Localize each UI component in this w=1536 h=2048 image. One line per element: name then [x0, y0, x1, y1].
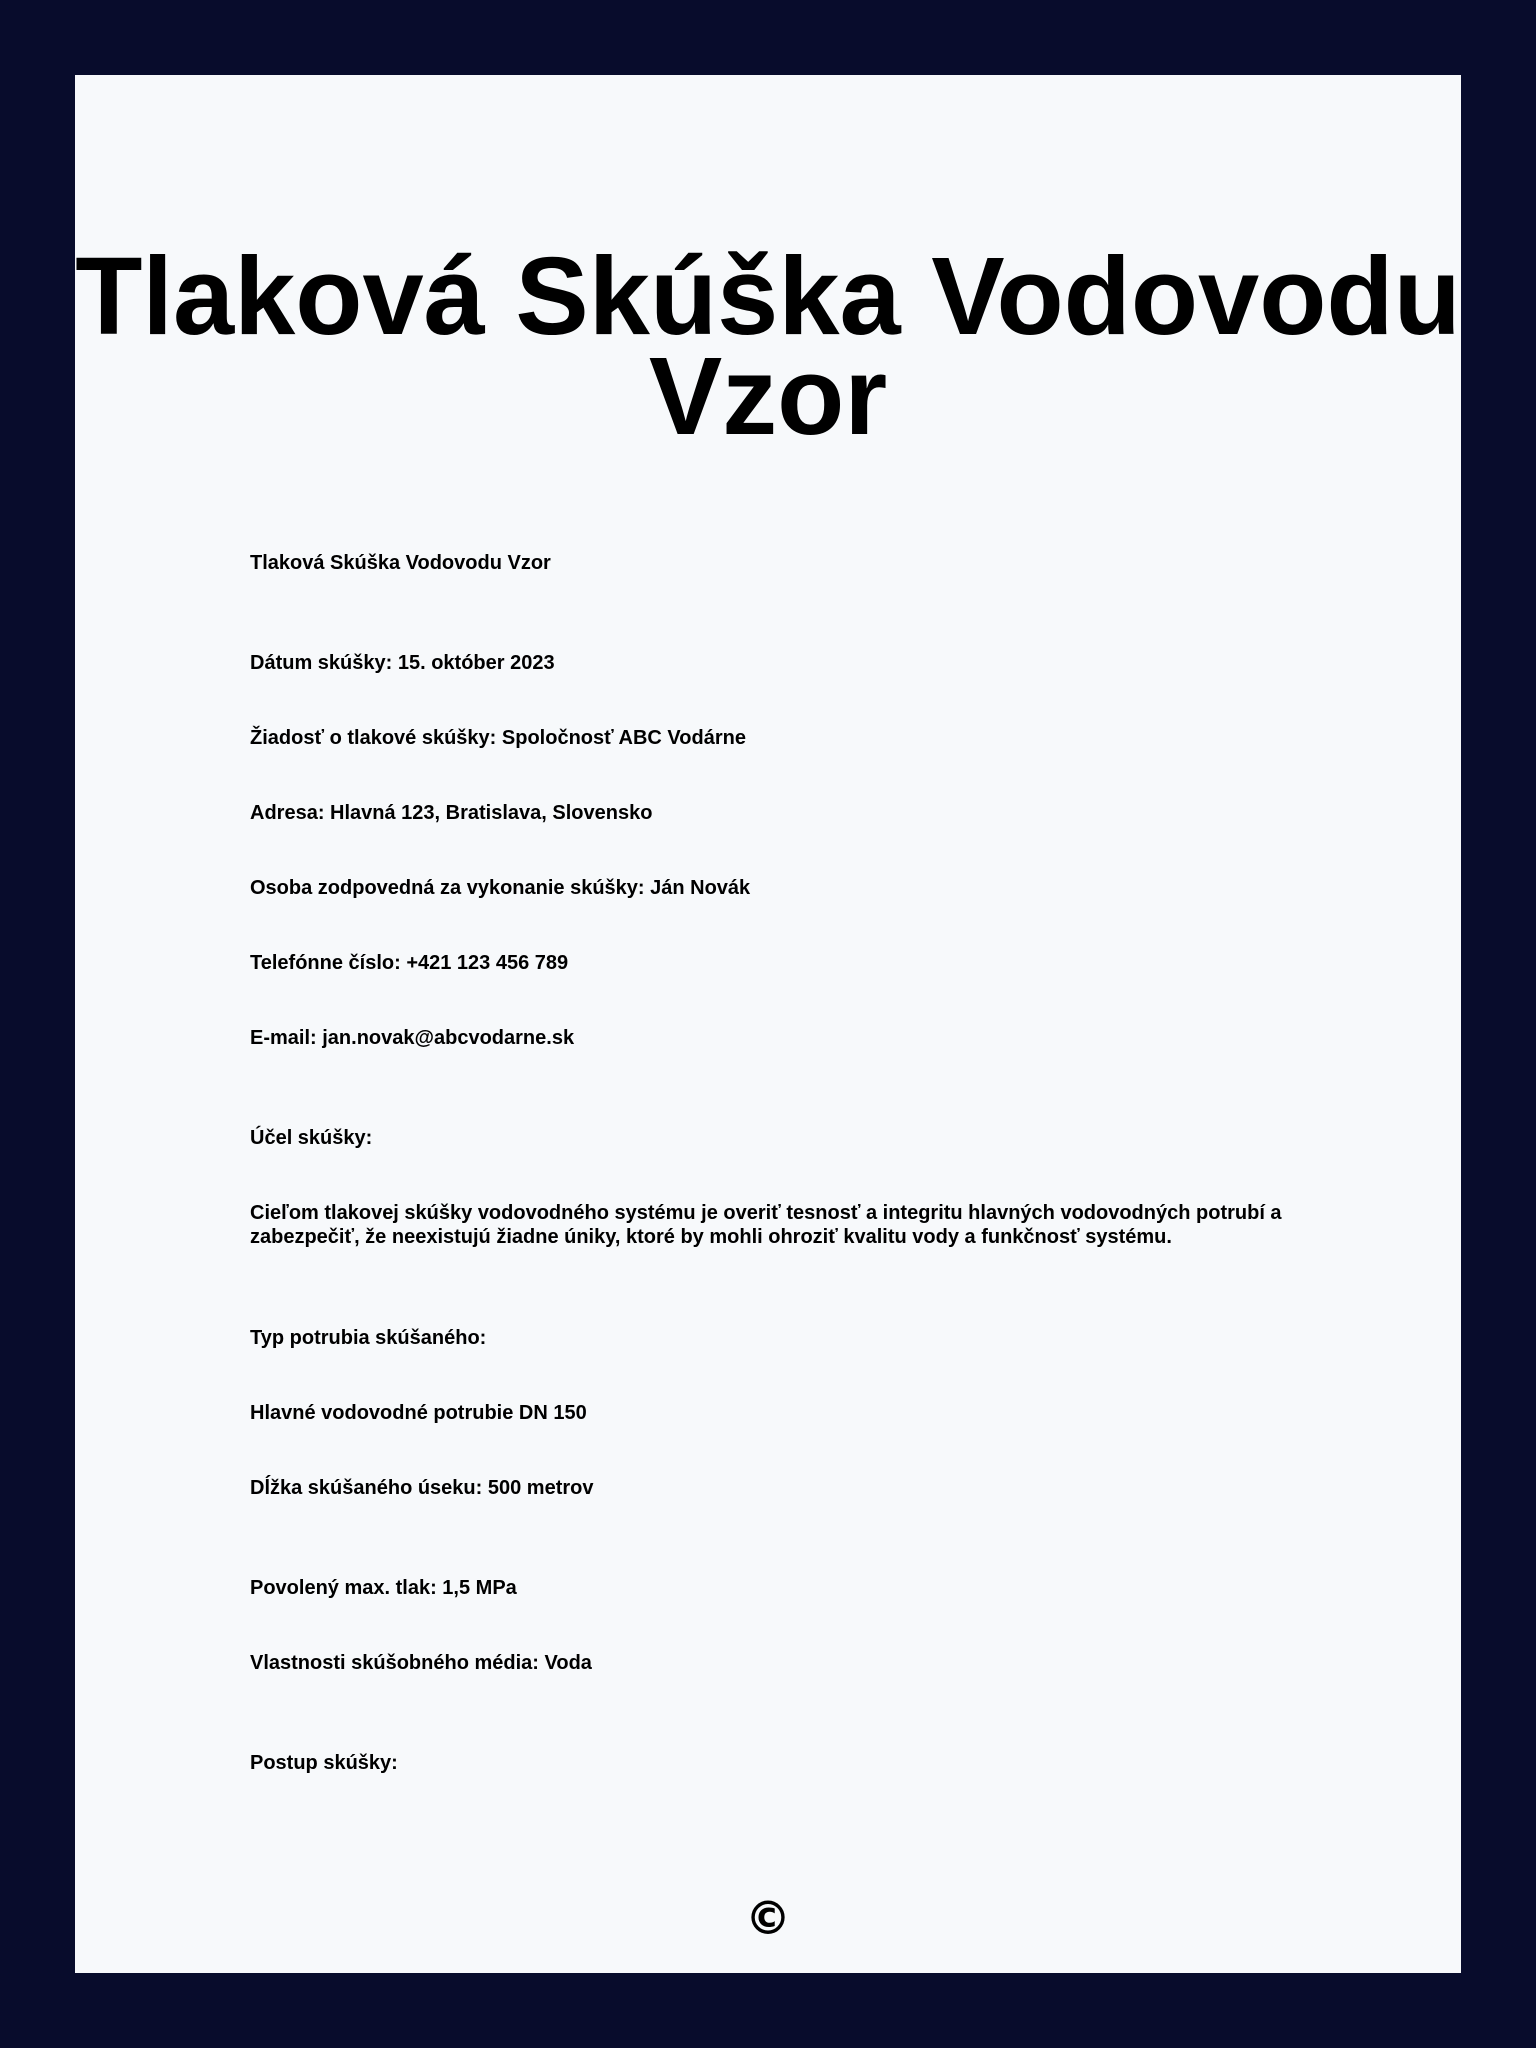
procedure-heading: Postup skúšky:	[250, 1752, 398, 1774]
test-request: Žiadosť o tlakové skúšky: Spoločnosť ABC Vodárne	[250, 727, 746, 749]
address: Adresa: Hlavná 123, Bratislava, Slovensko	[250, 802, 653, 824]
max-pressure: Povolený max. tlak: 1,5 MPa	[250, 1577, 517, 1599]
pipe-type-heading: Typ potrubia skúšaného:	[250, 1327, 487, 1349]
test-medium: Vlastnosti skúšobného média: Voda	[250, 1652, 592, 1674]
tested-length: Dĺžka skúšaného úseku: 500 metrov	[250, 1477, 594, 1499]
purpose-text: Cieľom tlakovej skúšky vodovodného systému je overiť tesnosť a integritu hlavných vodovodných potrubí a zabezpečiť, že neexistujú žiadne úniky, ktoré by mohli ohroziť kvalitu vody a funkčnosť systému.	[250, 1202, 1282, 1248]
document-subtitle: Tlaková Skúška Vodovodu Vzor	[250, 552, 551, 574]
copyright-icon: ©	[745, 1891, 791, 1945]
pipe-type-value: Hlavné vodovodné potrubie DN 150	[250, 1402, 587, 1424]
responsible-person: Osoba zodpovedná za vykonanie skúšky: Ján Novák	[250, 877, 751, 899]
purpose-heading: Účel skúšky:	[250, 1127, 373, 1149]
email: E-mail: jan.novak@abcvodarne.sk	[250, 1027, 575, 1049]
phone-number: Telefónne číslo: +421 123 456 789	[250, 952, 569, 974]
document-title: Tlaková Skúška Vodovodu Vzor	[75, 235, 1461, 458]
test-date: Dátum skúšky: 15. október 2023	[250, 652, 555, 674]
document-page	[75, 75, 1461, 1973]
